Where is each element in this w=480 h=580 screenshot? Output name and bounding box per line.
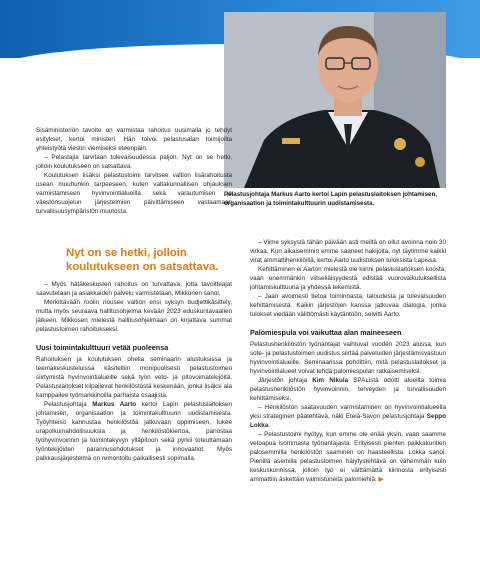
section-heading: Palomiespula voi vaikuttaa alan maineeseen: [250, 328, 402, 337]
paragraph: – Viime syksystä tähän päivään asti meiltä on ollut avoinna noin 30 virkaa. Kun aikaisemmin emme saaneet hakijoita, nyt täytimme kaikki virat ammattihenkilöillä, kertoi Aarto uudistuksen tuloksista Lapissa.: [250, 239, 446, 264]
photo-caption: Pelastusjohtaja Markus Aarto kertoi Lapin pelastuslaitoksen johtamisen, organisaation ja toimintakulttuurin uudistamisesta.: [224, 191, 437, 207]
paragraph: Rahoituksen ja koulutuksen ohella seminaarin alustuksissa ja teemakeskusteluissa käsiteltiin monipuolisesti pelastustoimen siirtymistä hyvinvointialueille sekä työn veto- ja pitovoimatekijöitä. Pelastuslaitokset kilpailevat henkilöstöstä keskenään, jonka lisäksi ala kamppailee työmarkkinoilla parhaista osaajista.: [36, 356, 232, 399]
text-run: – Pelastustoimi hyötyy, kun emme ole enää yksin, vaan saamme vetoapua isommasta työnantajasta. Erityisesti pienten paikkakuntien palosemmilla henkilöstön saaminen on haasteellista. Lokka sanoi. Pienillä asemilla pelastustoimen häiytystehtävä on vähemmän kuin keskuskunnissa, jolloin työ ei välttämättä kiinnosta erityisesti ammattiin äskettäin valmistuneita palomiehiä.: [250, 431, 446, 483]
paragraph: Pelastushenkilöstön työnantajat vaihtuvat vuoden 2023 alussa, kun sote- ja pelastustoimen uudistus siirtää palveluiden järjestämisvastuun hyvinvointialueille. Seminaarissa pohdittiin, mitä pelastuslaitokset ja hyvinvointialueet voivat tehdä palomiespulan ratkaisemiseksi.: [250, 341, 447, 375]
paragraph: Kehittäminen ei Aarton mielestä ole kiinni pelastuslaitoksen koosta, vaan enemmänkin viitseliäisyydestä edistää vuorovaikutuksellista johtamiskulttuuria ja yhdessä tekemistä.: [250, 266, 446, 291]
paragraph: Merkittävään roolin nousee valtion ensi syksyn budjettikäsittely, mutta myös seuraava hallitusohjelma kevään 2023 eduskuntavaalien jälkeen. Mikkosen mielestä hallitusohjelmaan on kirjattava summat pelastustoimen rahoitukseksi.: [36, 299, 232, 333]
paragraph: – Pelastajia tarvitaan tulevaisuudessa paljon. Nyt on se hetki, jolloin koulutukseen on satsattava.: [36, 154, 232, 170]
end-mark-icon: ▶: [378, 476, 384, 483]
section-heading: Uusi toimintakulttuuri vetää puoleensa: [36, 343, 169, 352]
paragraph: [250, 403, 446, 430]
paragraph: [250, 376, 446, 403]
paragraph: [36, 400, 232, 463]
text-run: Järjestön johtaja: [258, 377, 313, 384]
left-column: [36, 126, 232, 463]
paragraph: [250, 430, 446, 484]
pull-quote: Nyt on se hetki, jolloin koulutukseen on satsattava.: [66, 247, 219, 273]
text-run: – Henkilöstön saatavuuden varmistaminen on hyvinvointialueella yksi strateginen päätehtävä, näki Etelä-Savon pelastusjohtaja: [250, 404, 446, 420]
person-name: Markus Aarto: [92, 401, 137, 408]
text-run: .: [268, 422, 270, 429]
text-run: SPAListä odotti alueilta toimia pelastushenkilöstön hyvinvoinnin, terveyden ja turvallisuuden kehittämiseksi.: [250, 377, 446, 402]
paragraph: – Jaan avoimesti tietoa toiminnasta, taloudesta ja tulevaisuuden kehittämisestä. Kaikin järjestöjen kanssa jatkuvaa dialogia, jonka tulokset viedään välittömästi käytäntöön, selvitti Aarto.: [250, 293, 446, 318]
person-name: Kim Nikula: [312, 377, 349, 384]
text-run: kertoi Lapin pelastuslaitoksen johtamisen, organisaation ja toimintakulttuurin uudistamisesta. Työyhteisö kannustaa henkilöstöä jatkuvaan oppimiseen, tukee urapolkumahdollisuuksia ja henkilöstökiertoa, panostaa työhyvinvoinnin ja toimintakyvyn ylläpitoon sekä pyrkii toteuttamaan työntekijöiden parannusehdotukset ja innovaatiot. Myös palkkausjärjestelmä on remontoitu paikallisesti sopimalla.: [36, 401, 232, 462]
text-run: Pelastusjohtaja: [44, 401, 93, 408]
paragraph: Koulutuksen lisäksi pelastustoimi tarvitsee valtion lisärahoitusta usean muuhunkin tarpeeseen, kuten valtakunnallisen ohjauksen varmistamiseen hyvinvointialueilla sekä varautumisen ja väestönsuojelun järjestelmien päivittämiseen vastaamaan turvallisuusympäristön muutosta.: [36, 172, 232, 215]
paragraph: Sisäministeriön tavoite on varmistaa rahoitus uusimalla jo tehdyt esitykset, kertoi ministeri. Hän toivoi pelastusalan toimijoilta yhteistyötä viestin viemiseksi eteenpäin.: [36, 127, 232, 152]
paragraph: – Myös hätäkeskusten rahoitus on turvattava, jotta tavoitteajat saavutetaan ja asiakkaiden palvelu varmistetaan, Mikkonen sanoi.: [36, 281, 232, 297]
right-column: [250, 238, 446, 484]
portrait-illustration: [224, 12, 446, 188]
person-name: Seppo Lokka: [250, 413, 446, 429]
portrait-photo: [224, 12, 446, 188]
